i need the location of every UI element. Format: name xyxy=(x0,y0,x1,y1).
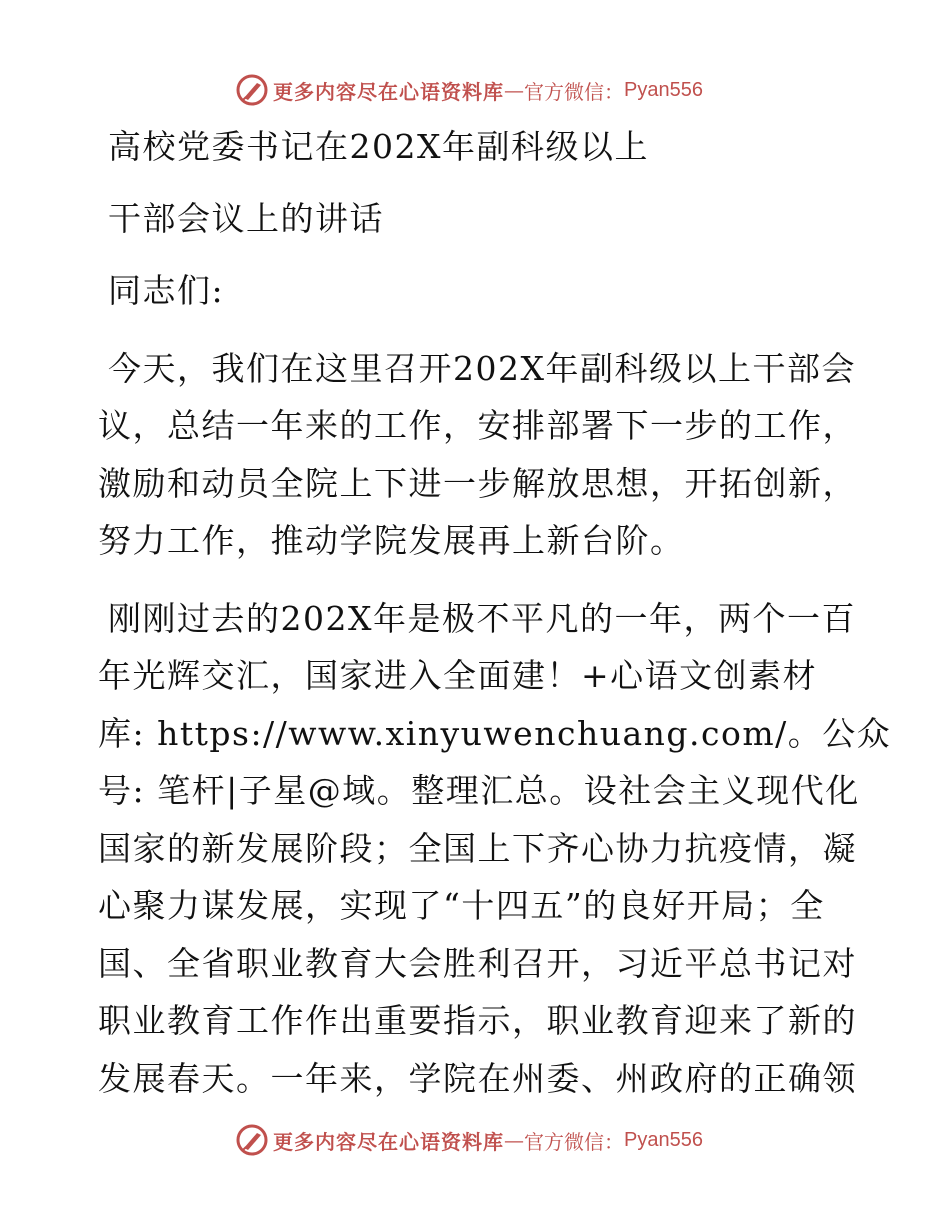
paragraph-1 xyxy=(98,340,858,570)
paragraph-line: 激励和动员全院上下进一步解放思想，开拓创新， xyxy=(98,463,857,503)
watermark-brand-text: 更多内容尽在心语资料库 xyxy=(273,79,504,104)
paragraph-line: 国家的新发展阶段；全国上下齐心协力抗疫情，凝 xyxy=(98,828,857,868)
salutation: 同志们: xyxy=(108,271,225,310)
watermark-banner-top xyxy=(235,72,703,108)
paragraph-line: 号: 笔杆|子星@域。整理汇总。设社会主义现代化 xyxy=(98,771,860,810)
document-body xyxy=(98,118,892,1107)
quill-pen-circle-icon xyxy=(235,73,269,107)
watermark-separator: — xyxy=(504,78,524,102)
paragraph-line: 心聚力谋发展，实现了“十四五”的良好开局；全 xyxy=(98,886,825,925)
paragraph-line: 国、全省职业教育大会胜利召开，习近平总书记对 xyxy=(98,943,857,983)
watermark-brand-text: 更多内容尽在心语资料库 xyxy=(273,1129,504,1154)
paragraph-2 xyxy=(98,590,892,1108)
paragraph-line: 库: https://www.xinyuwenchuang.com/。公众 xyxy=(98,713,892,753)
paragraph-line: 今天，我们在这里召开202X年副科级以上干部会 xyxy=(108,348,856,388)
watermark-separator: — xyxy=(504,1128,524,1152)
document-title-line-1: 高校党委书记在202X年副科级以上 xyxy=(108,127,649,166)
watermark-banner-bottom xyxy=(235,1122,703,1158)
watermark-contact-label: 官方微信： xyxy=(524,79,624,104)
paragraph-line: 努力工作，推动学院发展再上新台阶。 xyxy=(98,521,685,560)
watermark-contact-id: Pyan556 xyxy=(624,1128,703,1151)
quill-pen-circle-icon xyxy=(235,1123,269,1157)
paragraph-line: 职业教育工作作出重要指示，职业教育迎来了新的 xyxy=(98,1001,857,1040)
document-title-line-2: 干部会议上的讲话 xyxy=(108,199,384,238)
paragraph-line: 发展春天。一年来，学院在州委、州政府的正确领 xyxy=(98,1058,857,1098)
watermark-contact-id: Pyan556 xyxy=(624,78,703,101)
paragraph-line: 年光辉交汇，国家进入全面建！+心语文创素材 xyxy=(98,656,818,695)
watermark-contact-label: 官方微信： xyxy=(524,1129,624,1154)
paragraph-line: 刚刚过去的202X年是极不平凡的一年，两个一百 xyxy=(108,598,856,638)
paragraph-line: 议，总结一年来的工作，安排部署下一步的工作， xyxy=(98,406,857,445)
